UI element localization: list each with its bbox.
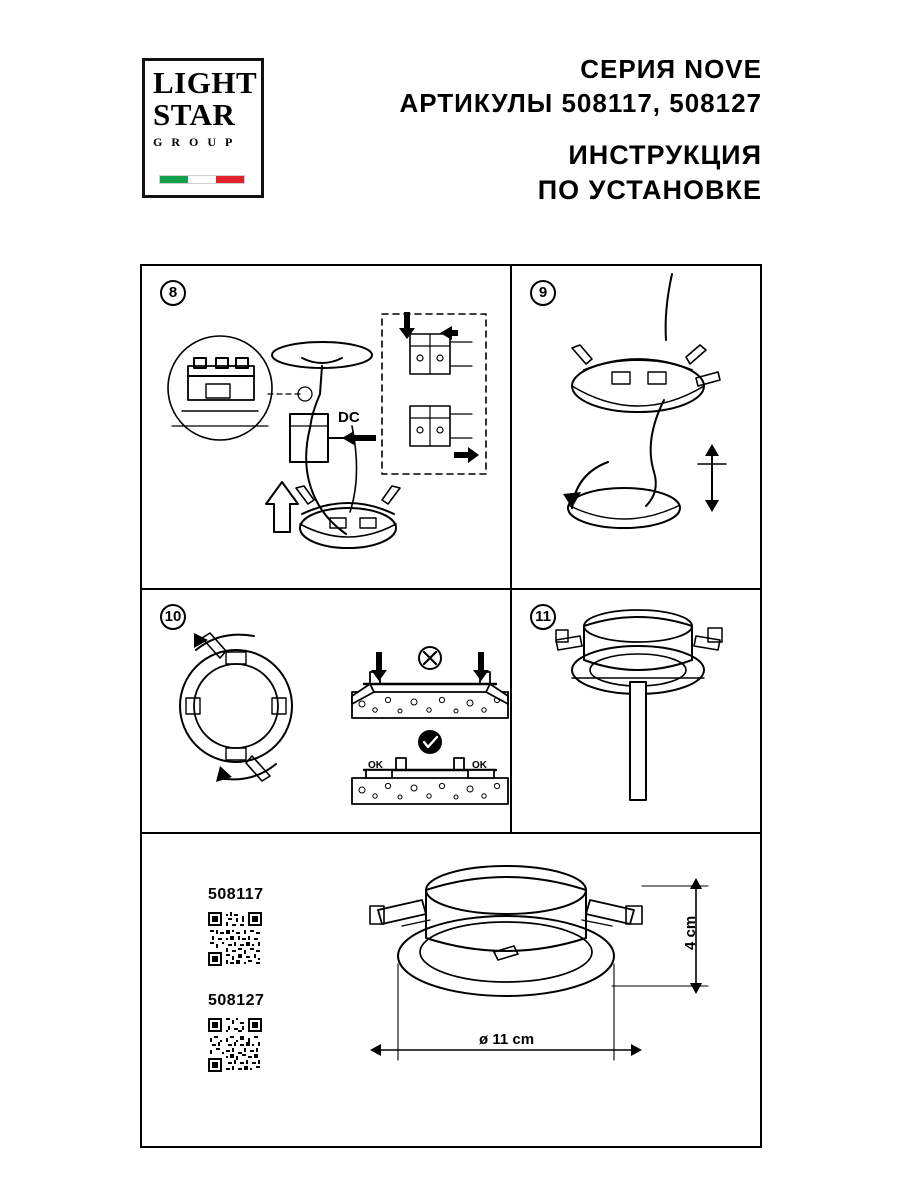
step-9-illustration bbox=[512, 266, 764, 592]
logo-line-group: G R O U P bbox=[153, 135, 236, 149]
instruction-title-line2: ПО УСТАНОВКЕ bbox=[537, 175, 762, 205]
step-panel-10 bbox=[140, 588, 512, 834]
step-panel-9 bbox=[510, 264, 762, 590]
title-block bbox=[400, 52, 763, 208]
step-number-8: 8 bbox=[160, 280, 186, 306]
step-number-9: 9 bbox=[530, 280, 556, 306]
series-title: СЕРИЯ NOVE bbox=[580, 54, 762, 84]
step-number-11: 11 bbox=[530, 604, 556, 630]
product-dimension-drawing bbox=[142, 834, 764, 1150]
article-code-508127: 508127 bbox=[208, 992, 265, 1009]
height-dimension-label: 4 cm bbox=[682, 915, 699, 950]
step-8-illustration bbox=[142, 266, 514, 592]
svg-text:DC: DC bbox=[338, 409, 360, 426]
step-11-illustration bbox=[512, 590, 764, 836]
step-10-illustration bbox=[142, 590, 514, 836]
articles-title: АРТИКУЛЫ 508117, 508127 bbox=[399, 88, 762, 118]
logo-line-star: STAR bbox=[153, 97, 236, 132]
brand-logo bbox=[142, 58, 264, 198]
ok-label-left: OK bbox=[368, 760, 383, 771]
step-panel-11 bbox=[510, 588, 762, 834]
product-info-panel bbox=[140, 832, 762, 1148]
diameter-dimension-label: ø 11 cm bbox=[479, 1031, 535, 1048]
instruction-title-line1: ИНСТРУКЦИЯ bbox=[568, 140, 762, 170]
step-panel-8 bbox=[140, 264, 512, 590]
document-header bbox=[0, 0, 902, 248]
ok-label-right: OK bbox=[472, 760, 487, 771]
italian-flag-icon bbox=[159, 175, 245, 184]
logo-line-light: LIGHT bbox=[153, 65, 258, 100]
article-code-508117: 508117 bbox=[208, 886, 264, 903]
step-number-10: 10 bbox=[160, 604, 186, 630]
instruction-panels bbox=[140, 264, 762, 1148]
